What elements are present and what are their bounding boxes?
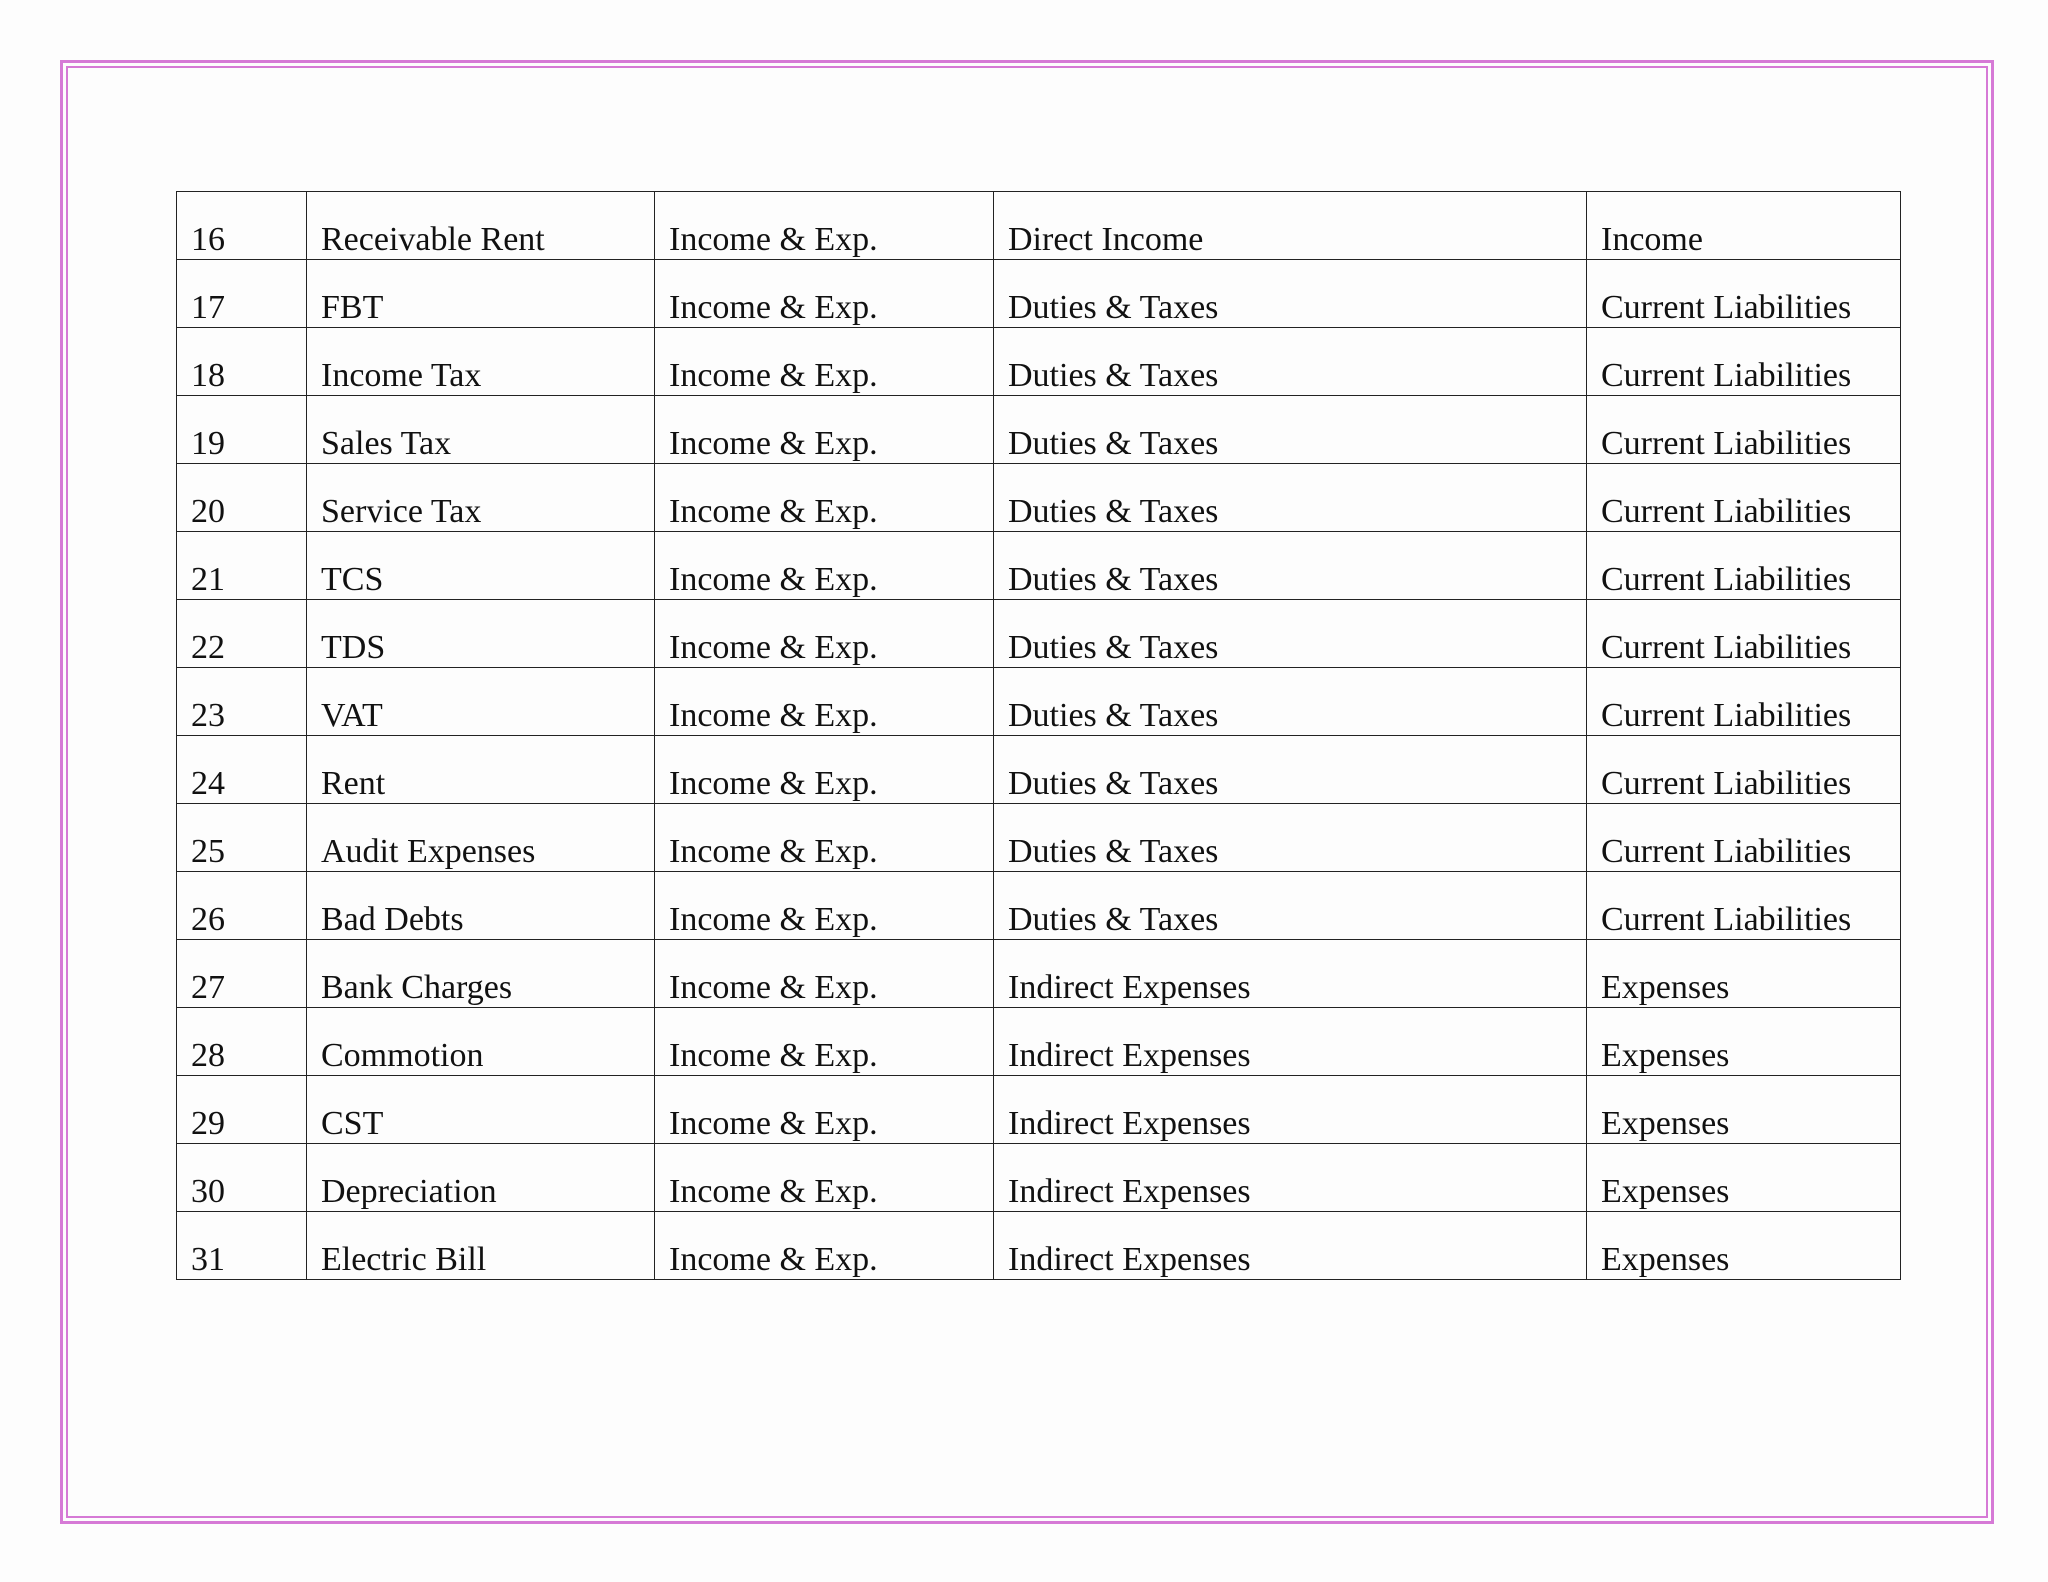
cell-group bbox=[994, 532, 1587, 600]
cell-ledger-name-text: VAT bbox=[321, 697, 383, 734]
cell-serial-number bbox=[177, 464, 307, 532]
cell-serial-number bbox=[177, 328, 307, 396]
table-row bbox=[177, 600, 1901, 668]
cell-group bbox=[994, 1076, 1587, 1144]
cell-group bbox=[994, 736, 1587, 804]
cell-serial-number-text: 26 bbox=[191, 901, 225, 938]
cell-group-text: Indirect Expenses bbox=[1008, 1105, 1251, 1142]
cell-primary-head-text: Current Liabilities bbox=[1601, 765, 1852, 802]
cell-group-text: Duties & Taxes bbox=[1008, 901, 1219, 938]
cell-ledger-name-text: CST bbox=[321, 1105, 384, 1142]
table-row bbox=[177, 736, 1901, 804]
cell-ledger-name bbox=[307, 464, 655, 532]
cell-ledger-name bbox=[307, 668, 655, 736]
cell-nature bbox=[655, 804, 994, 872]
cell-nature bbox=[655, 192, 994, 260]
cell-primary-head bbox=[1587, 736, 1901, 804]
cell-group-text: Duties & Taxes bbox=[1008, 561, 1219, 598]
cell-group bbox=[994, 464, 1587, 532]
cell-nature-text: Income & Exp. bbox=[669, 629, 878, 666]
ledger-table-body bbox=[177, 192, 1901, 1280]
cell-serial-number-text: 27 bbox=[191, 969, 225, 1006]
cell-nature-text: Income & Exp. bbox=[669, 357, 878, 394]
cell-primary-head-text: Expenses bbox=[1601, 1241, 1730, 1278]
cell-ledger-name-text: Audit Expenses bbox=[321, 833, 536, 870]
table-row bbox=[177, 396, 1901, 464]
cell-serial-number bbox=[177, 872, 307, 940]
cell-primary-head-text: Income bbox=[1601, 221, 1703, 258]
cell-nature-text: Income & Exp. bbox=[669, 901, 878, 938]
cell-group-text: Indirect Expenses bbox=[1008, 1173, 1251, 1210]
table-row bbox=[177, 464, 1901, 532]
cell-group bbox=[994, 260, 1587, 328]
cell-nature bbox=[655, 396, 994, 464]
table-row bbox=[177, 328, 1901, 396]
table-row bbox=[177, 1076, 1901, 1144]
cell-serial-number bbox=[177, 668, 307, 736]
cell-nature-text: Income & Exp. bbox=[669, 1173, 878, 1210]
cell-primary-head-text: Current Liabilities bbox=[1601, 833, 1852, 870]
cell-ledger-name-text: Bank Charges bbox=[321, 969, 513, 1006]
cell-primary-head bbox=[1587, 396, 1901, 464]
cell-primary-head-text: Current Liabilities bbox=[1601, 357, 1852, 394]
cell-serial-number-text: 23 bbox=[191, 697, 225, 734]
cell-ledger-name bbox=[307, 396, 655, 464]
cell-ledger-name bbox=[307, 532, 655, 600]
cell-nature-text: Income & Exp. bbox=[669, 221, 878, 258]
cell-ledger-name bbox=[307, 736, 655, 804]
cell-nature-text: Income & Exp. bbox=[669, 289, 878, 326]
cell-nature-text: Income & Exp. bbox=[669, 1241, 878, 1278]
cell-primary-head-text: Current Liabilities bbox=[1601, 425, 1852, 462]
cell-nature-text: Income & Exp. bbox=[669, 1037, 878, 1074]
cell-nature bbox=[655, 668, 994, 736]
cell-primary-head bbox=[1587, 260, 1901, 328]
table-row bbox=[177, 260, 1901, 328]
cell-nature bbox=[655, 532, 994, 600]
cell-ledger-name-text: Income Tax bbox=[321, 357, 482, 394]
cell-serial-number bbox=[177, 600, 307, 668]
cell-ledger-name-text: Electric Bill bbox=[321, 1241, 487, 1278]
cell-nature-text: Income & Exp. bbox=[669, 1105, 878, 1142]
cell-primary-head bbox=[1587, 1076, 1901, 1144]
cell-serial-number bbox=[177, 1076, 307, 1144]
cell-nature-text: Income & Exp. bbox=[669, 833, 878, 870]
cell-group-text: Indirect Expenses bbox=[1008, 969, 1251, 1006]
cell-group-text: Duties & Taxes bbox=[1008, 425, 1219, 462]
cell-group bbox=[994, 1008, 1587, 1076]
cell-group bbox=[994, 1144, 1587, 1212]
cell-primary-head bbox=[1587, 872, 1901, 940]
cell-ledger-name bbox=[307, 600, 655, 668]
cell-nature bbox=[655, 872, 994, 940]
cell-ledger-name-text: Bad Debts bbox=[321, 901, 464, 938]
cell-nature bbox=[655, 940, 994, 1008]
cell-primary-head bbox=[1587, 804, 1901, 872]
table-row bbox=[177, 804, 1901, 872]
cell-serial-number-text: 18 bbox=[191, 357, 225, 394]
cell-group bbox=[994, 940, 1587, 1008]
cell-serial-number bbox=[177, 396, 307, 464]
cell-nature-text: Income & Exp. bbox=[669, 561, 878, 598]
cell-serial-number-text: 30 bbox=[191, 1173, 225, 1210]
cell-group bbox=[994, 396, 1587, 464]
cell-nature bbox=[655, 260, 994, 328]
cell-nature bbox=[655, 736, 994, 804]
cell-nature bbox=[655, 1076, 994, 1144]
cell-ledger-name bbox=[307, 260, 655, 328]
cell-serial-number bbox=[177, 192, 307, 260]
cell-serial-number-text: 20 bbox=[191, 493, 225, 530]
cell-ledger-name bbox=[307, 1212, 655, 1280]
cell-nature-text: Income & Exp. bbox=[669, 425, 878, 462]
cell-ledger-name-text: TDS bbox=[321, 629, 386, 666]
cell-nature bbox=[655, 328, 994, 396]
cell-primary-head-text: Current Liabilities bbox=[1601, 561, 1852, 598]
cell-ledger-name-text: Rent bbox=[321, 765, 386, 802]
cell-serial-number-text: 16 bbox=[191, 221, 225, 258]
table-row bbox=[177, 192, 1901, 260]
table-row bbox=[177, 1144, 1901, 1212]
cell-group-text: Duties & Taxes bbox=[1008, 765, 1219, 802]
cell-group-text: Duties & Taxes bbox=[1008, 289, 1219, 326]
cell-nature bbox=[655, 1144, 994, 1212]
cell-group-text: Duties & Taxes bbox=[1008, 493, 1219, 530]
cell-primary-head-text: Expenses bbox=[1601, 969, 1730, 1006]
cell-group-text: Indirect Expenses bbox=[1008, 1241, 1251, 1278]
cell-primary-head-text: Current Liabilities bbox=[1601, 629, 1852, 666]
ledger-table bbox=[176, 191, 1901, 1280]
cell-nature-text: Income & Exp. bbox=[669, 765, 878, 802]
cell-ledger-name-text: FBT bbox=[321, 289, 384, 326]
cell-ledger-name-text: Sales Tax bbox=[321, 425, 452, 462]
cell-group-text: Duties & Taxes bbox=[1008, 629, 1219, 666]
cell-group bbox=[994, 600, 1587, 668]
cell-nature bbox=[655, 1008, 994, 1076]
cell-nature-text: Income & Exp. bbox=[669, 697, 878, 734]
cell-primary-head-text: Expenses bbox=[1601, 1173, 1730, 1210]
cell-ledger-name bbox=[307, 1008, 655, 1076]
cell-group-text: Direct Income bbox=[1008, 221, 1204, 258]
cell-primary-head bbox=[1587, 1144, 1901, 1212]
cell-ledger-name bbox=[307, 328, 655, 396]
cell-ledger-name bbox=[307, 192, 655, 260]
cell-group bbox=[994, 1212, 1587, 1280]
cell-ledger-name bbox=[307, 1144, 655, 1212]
cell-serial-number bbox=[177, 940, 307, 1008]
table-row bbox=[177, 1212, 1901, 1280]
table-row bbox=[177, 532, 1901, 600]
cell-group bbox=[994, 192, 1587, 260]
cell-group-text: Duties & Taxes bbox=[1008, 833, 1219, 870]
cell-ledger-name bbox=[307, 872, 655, 940]
cell-serial-number bbox=[177, 804, 307, 872]
cell-group-text: Duties & Taxes bbox=[1008, 357, 1219, 394]
cell-nature-text: Income & Exp. bbox=[669, 969, 878, 1006]
cell-ledger-name-text: Receivable Rent bbox=[321, 221, 545, 258]
cell-ledger-name bbox=[307, 804, 655, 872]
cell-serial-number bbox=[177, 260, 307, 328]
cell-primary-head bbox=[1587, 940, 1901, 1008]
cell-serial-number-text: 21 bbox=[191, 561, 225, 598]
cell-primary-head-text: Expenses bbox=[1601, 1105, 1730, 1142]
table-row bbox=[177, 940, 1901, 1008]
cell-serial-number-text: 28 bbox=[191, 1037, 225, 1074]
cell-serial-number bbox=[177, 1144, 307, 1212]
cell-serial-number-text: 17 bbox=[191, 289, 225, 326]
cell-serial-number-text: 22 bbox=[191, 629, 225, 666]
cell-serial-number bbox=[177, 1212, 307, 1280]
cell-nature bbox=[655, 464, 994, 532]
cell-serial-number bbox=[177, 736, 307, 804]
cell-primary-head bbox=[1587, 464, 1901, 532]
cell-group-text: Indirect Expenses bbox=[1008, 1037, 1251, 1074]
cell-group bbox=[994, 328, 1587, 396]
cell-primary-head bbox=[1587, 668, 1901, 736]
cell-ledger-name bbox=[307, 1076, 655, 1144]
cell-serial-number-text: 25 bbox=[191, 833, 225, 870]
cell-serial-number-text: 19 bbox=[191, 425, 225, 462]
table-row bbox=[177, 872, 1901, 940]
cell-nature bbox=[655, 1212, 994, 1280]
table-row bbox=[177, 1008, 1901, 1076]
cell-primary-head-text: Current Liabilities bbox=[1601, 493, 1852, 530]
cell-primary-head-text: Expenses bbox=[1601, 1037, 1730, 1074]
cell-primary-head-text: Current Liabilities bbox=[1601, 901, 1852, 938]
cell-ledger-name-text: Commotion bbox=[321, 1037, 484, 1074]
cell-group-text: Duties & Taxes bbox=[1008, 697, 1219, 734]
cell-primary-head bbox=[1587, 1212, 1901, 1280]
cell-ledger-name-text: TCS bbox=[321, 561, 384, 598]
cell-group bbox=[994, 872, 1587, 940]
cell-primary-head bbox=[1587, 1008, 1901, 1076]
table-row bbox=[177, 668, 1901, 736]
cell-ledger-name-text: Depreciation bbox=[321, 1173, 497, 1210]
cell-group bbox=[994, 804, 1587, 872]
cell-serial-number-text: 29 bbox=[191, 1105, 225, 1142]
cell-primary-head bbox=[1587, 328, 1901, 396]
cell-primary-head bbox=[1587, 532, 1901, 600]
cell-ledger-name bbox=[307, 940, 655, 1008]
cell-serial-number bbox=[177, 532, 307, 600]
cell-primary-head-text: Current Liabilities bbox=[1601, 697, 1852, 734]
cell-serial-number-text: 31 bbox=[191, 1241, 225, 1278]
cell-primary-head bbox=[1587, 600, 1901, 668]
cell-nature bbox=[655, 600, 994, 668]
cell-group bbox=[994, 668, 1587, 736]
cell-ledger-name-text: Service Tax bbox=[321, 493, 482, 530]
cell-primary-head bbox=[1587, 192, 1901, 260]
cell-serial-number-text: 24 bbox=[191, 765, 225, 802]
cell-primary-head-text: Current Liabilities bbox=[1601, 289, 1852, 326]
cell-nature-text: Income & Exp. bbox=[669, 493, 878, 530]
cell-serial-number bbox=[177, 1008, 307, 1076]
